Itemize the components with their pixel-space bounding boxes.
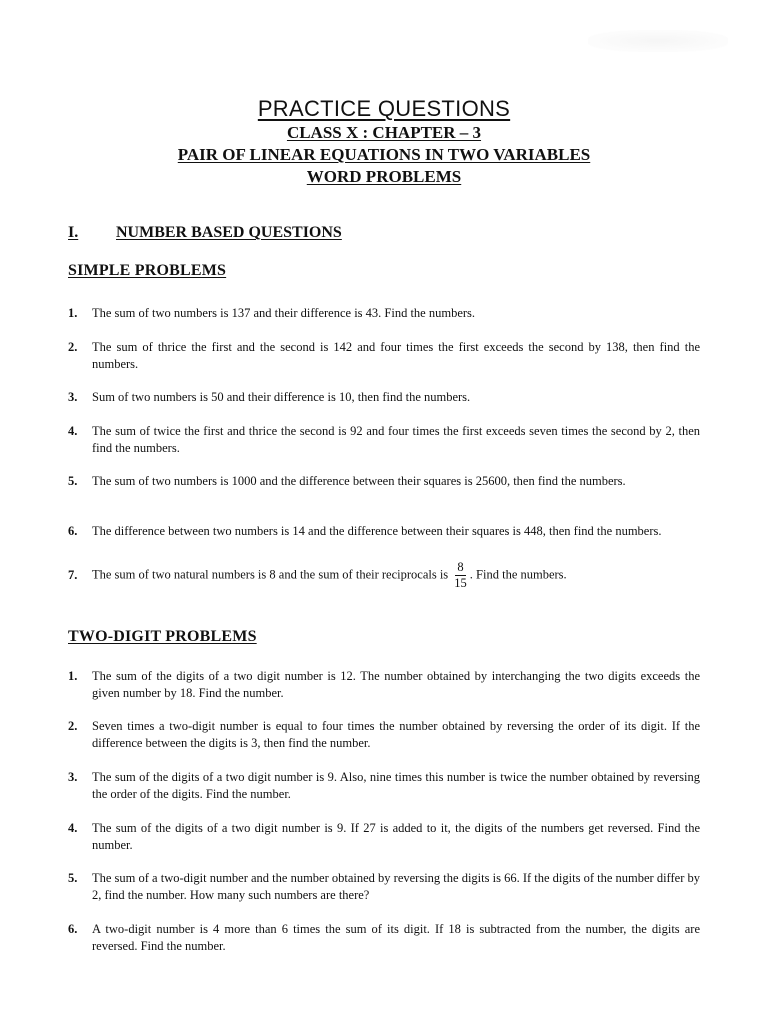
question-text: The sum of two numbers is 137 and their difference is 43. Find the numbers. [92, 306, 476, 320]
question-number: 1. [68, 306, 78, 320]
question-text: The sum of two numbers is 1000 and the difference between their squares is 25600, then find the numbers. [92, 474, 626, 488]
simple-problems-heading: SIMPLE PROBLEMS [68, 262, 227, 279]
page-title: PRACTICE QUESTIONS [257, 96, 511, 121]
two-digit-problems-heading: TWO-DIGIT PROBLEMS [68, 628, 257, 645]
question-number: 2. [68, 340, 78, 354]
question-number: 2. [68, 719, 78, 733]
question-text: Seven times a two-digit number is equal to four times the number obtained by reversing the order of its digit. If the difference between the digits is 3, then find the number. [92, 719, 700, 750]
list-item [68, 820, 700, 854]
question-text: The sum of the digits of a two digit number is 9. Also, nine times this number is twice the number obtained by reversing the order of the digits. Find the number. [92, 770, 700, 801]
list-item [68, 668, 700, 702]
section-title: NUMBER BASED QUESTIONS [116, 224, 342, 241]
question-text: The sum of the digits of a two digit number is 9. If 27 is added to it, the digits of the numbers get reversed. Find the number. [92, 821, 700, 852]
question-number: 1. [68, 669, 78, 683]
question-text [92, 560, 700, 591]
question-number: 6. [68, 524, 78, 538]
list-item [68, 305, 700, 322]
section-number: I. [68, 224, 79, 241]
question-number: 4. [68, 821, 78, 835]
question-text: The sum of a two-digit number and the number obtained by reversing the digits is 66. If the digits of the number differ by 2, find the number. How many such numbers are there? [92, 871, 700, 902]
question-text-part: The sum of two natural numbers is 8 and the sum of their reciprocals is [92, 567, 449, 582]
question-text: Sum of two numbers is 50 and their difference is 10, then find the numbers. [92, 390, 471, 404]
list-item [68, 339, 700, 373]
question-number: 3. [68, 770, 78, 784]
list-item [68, 423, 700, 457]
topic-heading: PAIR OF LINEAR EQUATIONS IN TWO VARIABLES [177, 145, 591, 164]
question-text-part: . Find the numbers. [469, 567, 567, 582]
question-text: A two-digit number is 4 more than 6 times the sum of its digit. If 18 is subtracted from the number, the digits are reversed. Find the number. [92, 922, 700, 953]
list-item [68, 389, 700, 406]
fraction [454, 560, 467, 591]
scan-smudge [588, 30, 728, 52]
list-item [68, 718, 700, 752]
list-item [68, 523, 700, 540]
question-text: The sum of thrice the first and the second is 142 and four times the first exceeds the second by 138, then find the numbers. [92, 340, 700, 371]
list-item [68, 473, 700, 490]
question-number: 6. [68, 922, 78, 936]
question-number: 5. [68, 474, 78, 488]
class-chapter-heading: CLASS X : CHAPTER – 3 [286, 123, 482, 142]
section-heading [68, 224, 342, 242]
question-number: 5. [68, 871, 78, 885]
question-text: The difference between two numbers is 14 and the difference between their squares is 448, then find the numbers. [92, 524, 662, 538]
fraction-numerator: 8 [457, 560, 464, 574]
question-number: 7. [68, 568, 78, 582]
question-number: 3. [68, 390, 78, 404]
list-item [68, 560, 700, 591]
question-number: 4. [68, 424, 78, 438]
document-header [0, 96, 768, 188]
question-text: The sum of twice the first and thrice the second is 92 and four times the first exceeds seven times the second by 2, then find the numbers. [92, 424, 700, 455]
list-item [68, 921, 700, 955]
list-item [68, 870, 700, 904]
fraction-denominator: 15 [454, 576, 467, 590]
question-text: The sum of the digits of a two digit number is 12. The number obtained by interchanging the two digits exceeds the given number by 18. Find the number. [92, 669, 700, 700]
list-item [68, 769, 700, 803]
subtopic-heading: WORD PROBLEMS [306, 167, 462, 186]
